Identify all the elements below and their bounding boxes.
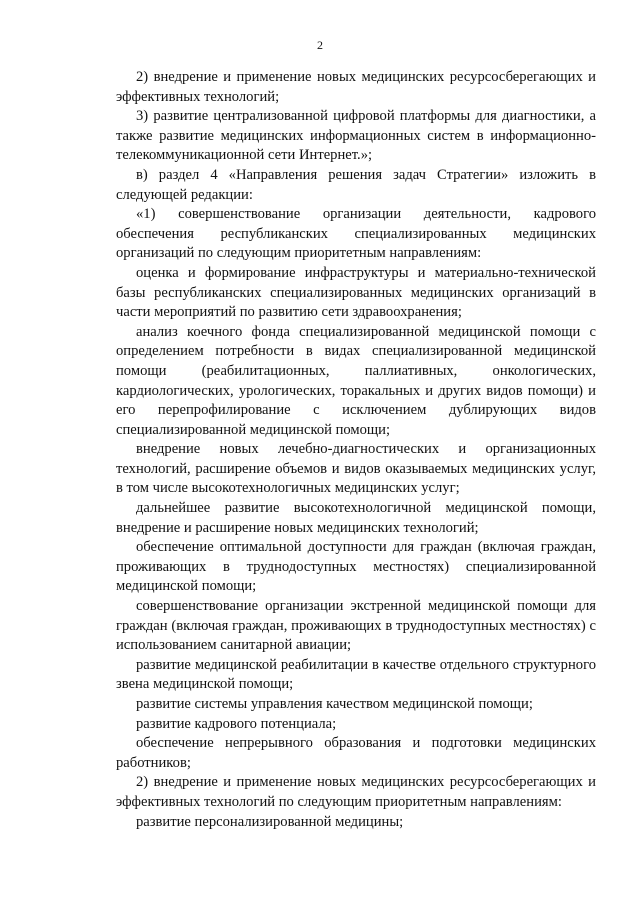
paragraph: дальнейшее развитие высокотехнологичной медицинской помощи, внедрение и расширение новых медицинских технологий; — [116, 500, 596, 536]
paragraph: развитие системы управления качеством медицинской помощи; — [136, 696, 533, 712]
paragraph: анализ коечного фонда специализированной медицинской помощи с определением потребности в видах специализированной медицинской помощи (реабилитационных, паллиативных, онкологических, кардиологических, урологических, торакальных и других видов помощи) и его перепрофилирование с исключением дублирующих видов специализированной медицинской помощи; — [116, 323, 596, 438]
paragraph: «1) совершенствование организации деятельности, кадрового обеспечения республиканских специализированных медицинских организаций по следующим приоритетным направлениям: — [116, 206, 596, 262]
paragraph: 2) внедрение и применение новых медицинских ресурсосберегающих и эффективных технологий по следующим приоритетным направлениям: — [116, 774, 596, 810]
paragraph: обеспечение оптимальной доступности для граждан (включая граждан, проживающих в труднодоступных местностях) специализированной медицинской помощи; — [116, 539, 596, 595]
paragraph: оценка и формирование инфраструктуры и материально-технической базы республиканских специализированных медицинских организаций в части мероприятий по развитию сети здравоохранения; — [116, 264, 596, 321]
paragraph: развитие медицинской реабилитации в качестве отдельного структурного звена медицинской помощи; — [116, 656, 596, 693]
paragraph: обеспечение непрерывного образования и подготовки медицинских работников; — [116, 735, 596, 771]
paragraph: 2) внедрение и применение новых медицинских ресурсосберегающих и эффективных технологий; — [116, 69, 596, 105]
paragraph: развитие персонализированной медицины; — [136, 813, 404, 830]
paragraph: в) раздел 4 «Направления решения задач Стратегии» изложить в следующей редакции: — [116, 166, 596, 203]
paragraph: 3) развитие централизованной цифровой платформы для диагностики, а также развитие медицинских информационных систем в информационно-телекоммуникационной сети Интернет.»; — [116, 108, 596, 164]
paragraph: внедрение новых лечебно-диагностических и организационных технологий, расширение объемов и видов оказываемых медицинских услуг, в том числе высокотехнологичных медицинских услуг; — [116, 441, 596, 497]
document-body — [116, 68, 596, 832]
paragraph: совершенствование организации экстренной медицинской помощи для граждан (включая граждан, проживающих в труднодоступных местностях) с использованием санитарной авиации; — [116, 598, 596, 654]
page-number: 2 — [317, 38, 323, 52]
paragraph: развитие кадрового потенциала; — [136, 715, 337, 732]
